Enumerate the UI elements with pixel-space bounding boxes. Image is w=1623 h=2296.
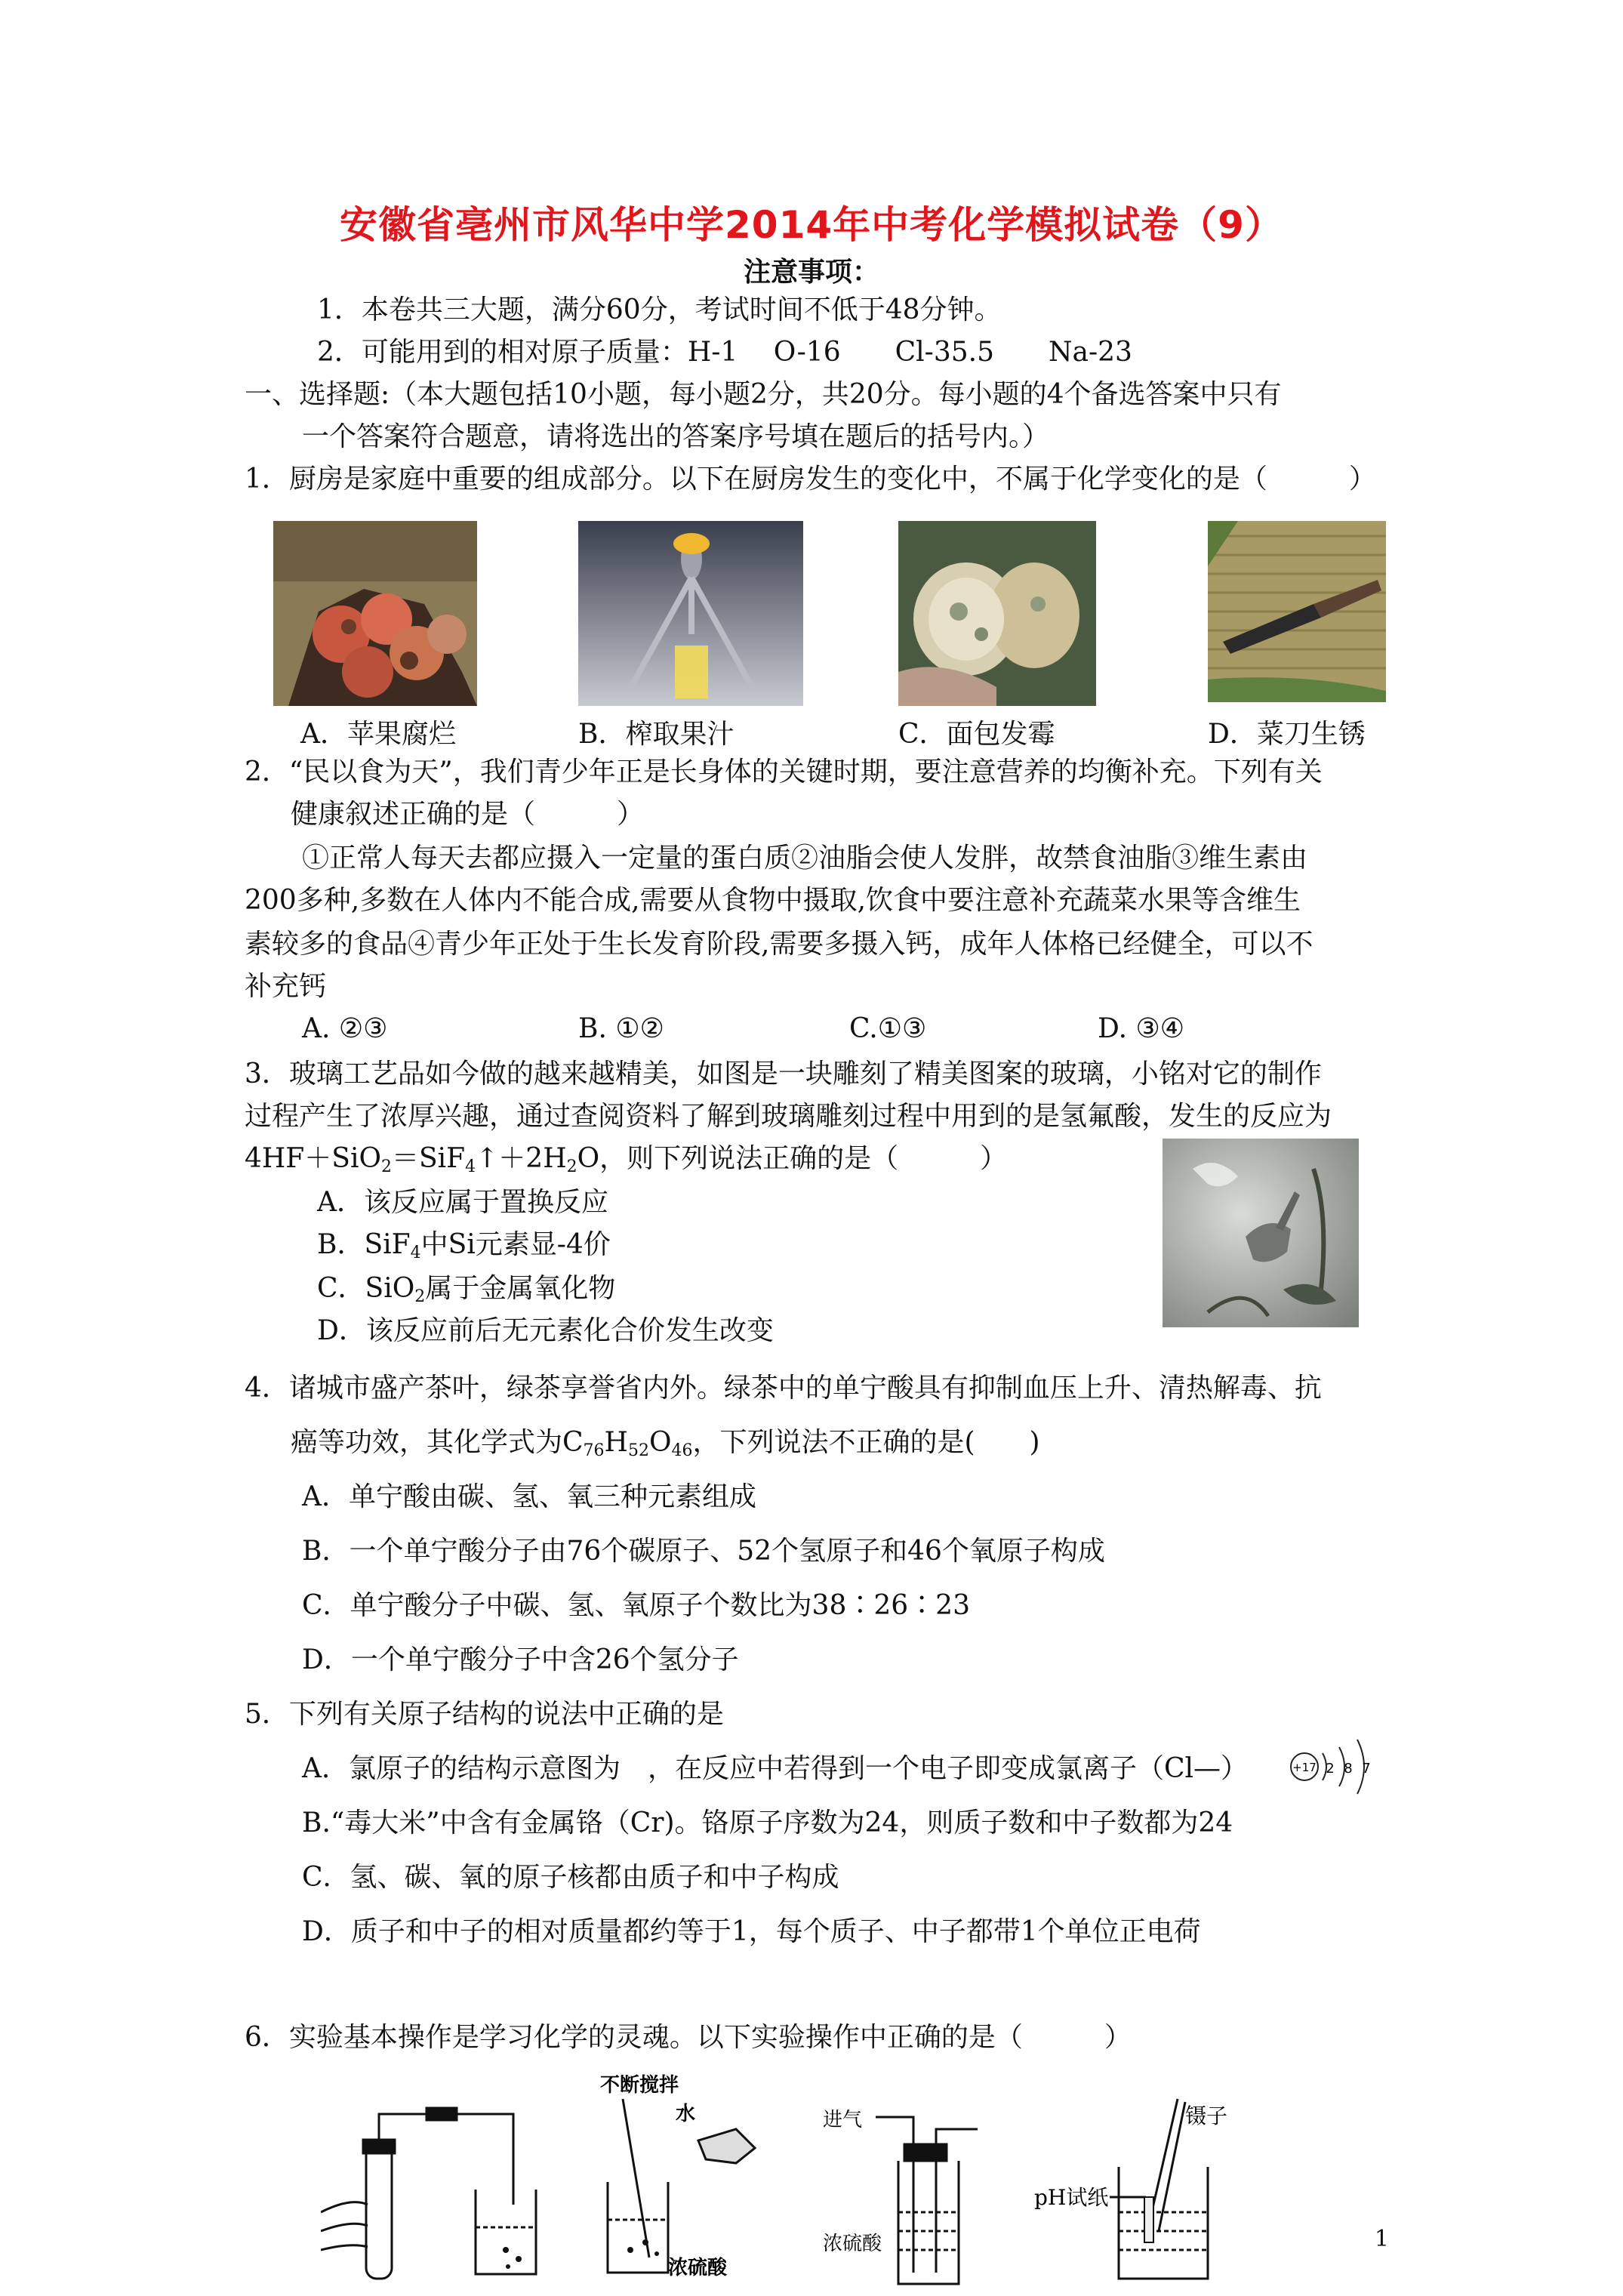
- stir-label: 不断搅拌: [600, 2074, 679, 2097]
- q2-line4: 200多种,多数在人体内不能合成,需要从食物中摄取,饮食中要注意补充蔬菜水果等含维生: [245, 885, 1301, 916]
- juicer-photo: [578, 521, 803, 706]
- section1-line1: 一、选择题:（本大题包括10小题，每小题2分，共20分。每小题的4个备选答案中只有: [245, 379, 1282, 410]
- q3-option-b: B．SiF$_4$中Si元素显-4价: [317, 1229, 611, 1262]
- q1-option-a: A．苹果腐烂: [300, 719, 456, 750]
- tweezers-label: 镊子: [1185, 2103, 1228, 2128]
- rotten-apple-photo: [273, 521, 477, 706]
- q4-option-b: B．一个单宁酸分子由76个碳原子、52个氢原子和46个氧原子构成: [302, 1536, 1105, 1567]
- q4-line1: 4．诸城市盛产茶叶，绿茶享誉省内外。绿茶中的单宁酸具有抑制血压上升、清热解毒、抗: [245, 1373, 1322, 1404]
- q2-line6: 补充钙: [245, 971, 327, 1002]
- q3-equation: $4HF+SiO_2=SiF_4↑+2H_2O$，则下列说法正确的是（ ）: [245, 1143, 1008, 1176]
- q2-line5: 素较多的食品④青少年正处于生长发育阶段,需要多摄入钙，成年人体格已经健全，可以不: [245, 929, 1313, 960]
- q2-option-d: D. ③④: [1098, 1013, 1185, 1044]
- q5-option-b: B.“毒大米”中含有金属铬（Cr)。铬原子序数为24，则质子数和中子数都为24: [302, 1808, 1233, 1838]
- dilute-acid-diagram: [585, 2069, 774, 2288]
- shell-2-count: 8: [1344, 1761, 1353, 1777]
- q5-option-d: D．质子和中子的相对质量都约等于1，每个质子、中子都带1个单位正电荷: [302, 1916, 1201, 1947]
- q2-line2: 健康叙述正确的是（ ）: [291, 799, 645, 830]
- q6-stem: 6．实验基本操作是学习化学的灵魂。以下实验操作中正确的是（ ）: [245, 2022, 1132, 2053]
- q3-line1: 3．玻璃工艺品如今做的越来越精美，如图是一块雕刻了精美图案的玻璃，小铭对它的制作: [245, 1059, 1322, 1089]
- gas-in-label: 进气: [823, 2109, 863, 2131]
- q3-option-d: D．该反应前后无元素化合价发生改变: [317, 1315, 774, 1346]
- ph-paper-label: pH试纸: [1034, 2185, 1109, 2210]
- notice-item-1: 1．本卷共三大题，满分60分，考试时间不低于48分钟。: [317, 294, 1002, 325]
- section1-line2: 一个答案符合题意，请将选出的答案序号填在题后的括号内。）: [302, 421, 1050, 452]
- q5-stem: 5．下列有关原子结构的说法中正确的是: [245, 1699, 724, 1730]
- q1-option-c: C．面包发霉: [898, 719, 1055, 750]
- water-label: 水: [676, 2103, 696, 2125]
- q4-option-d: D．一个单宁酸分子中含26个氢分子: [302, 1644, 739, 1675]
- shell-3-count: 7: [1362, 1761, 1371, 1777]
- q2-line1: 2．“民以食为天”，我们青少年正是长身体的关键时期，要注意营养的均衡补充。下列有关: [245, 757, 1323, 787]
- notice-heading: 注意事项：: [743, 256, 879, 288]
- notice-item-2: 2．可能用到的相对原子质量：H-1 O-16 Cl-35.5 Na-23: [317, 337, 1132, 368]
- carved-glass-photo: [1163, 1139, 1359, 1327]
- q3-option-c: C．SiO$_2$属于金属氧化物: [317, 1273, 616, 1306]
- atom-nucleus: +17: [1292, 1761, 1317, 1774]
- q4-option-a: A．单宁酸由碳、氢、氧三种元素组成: [302, 1481, 756, 1512]
- conc-acid-label: 浓硫酸: [823, 2233, 882, 2255]
- q4-option-c: C．单宁酸分子中碳、氢、氧原子个数比为38∶26∶23: [302, 1590, 970, 1621]
- moldy-bread-photo: [898, 521, 1096, 706]
- exam-title: 安徽省亳州市风华中学2014年中考化学模拟试卷（9）: [340, 203, 1283, 247]
- q4-line2: 癌等功效，其化学式为$C_{76}H_{52}O_{46}$，下列说法不正确的是( ): [291, 1427, 1040, 1460]
- q1-option-b: B．榨取果汁: [578, 719, 735, 750]
- shell-1-count: 2: [1326, 1761, 1335, 1777]
- q1-option-d: D．菜刀生锈: [1208, 719, 1366, 750]
- q2-option-c: C.①③: [849, 1013, 927, 1044]
- q2-option-b: B. ①②: [578, 1013, 664, 1044]
- ph-test-diagram: [1034, 2084, 1261, 2288]
- kitchen-knife-photo: [1208, 521, 1386, 702]
- airtightness-check-diagram: [321, 2099, 540, 2280]
- q1-stem: 1．厨房是家庭中重要的组成部分。以下在厨房发生的变化中，不属于化学变化的是（ ）: [245, 464, 1376, 495]
- q5-option-c: C．氢、碳、氧的原子核都由质子和中子构成: [302, 1862, 839, 1893]
- gas-wash-bottle-diagram: [823, 2099, 1004, 2288]
- acid-label: 浓硫酸: [668, 2257, 728, 2279]
- chlorine-atom-diagram: [1283, 1734, 1389, 1797]
- page-number: 1: [1374, 2226, 1389, 2252]
- q3-line2: 过程产生了浓厚兴趣，通过查阅资料了解到玻璃雕刻过程中用到的是氢氟酸，发生的反应为: [245, 1101, 1332, 1132]
- q5-option-a: A．氯原子的结构示意图为 ，在反应中若得到一个电子即变成氯离子（Cl—）: [302, 1753, 1249, 1784]
- q2-option-a: A. ②③: [302, 1013, 388, 1044]
- q3-option-a: A．该反应属于置换反应: [317, 1187, 608, 1218]
- q2-line3: ①正常人每天去都应摄入一定量的蛋白质②油脂会使人发胖，故禁食油脂③维生素由: [302, 843, 1308, 874]
